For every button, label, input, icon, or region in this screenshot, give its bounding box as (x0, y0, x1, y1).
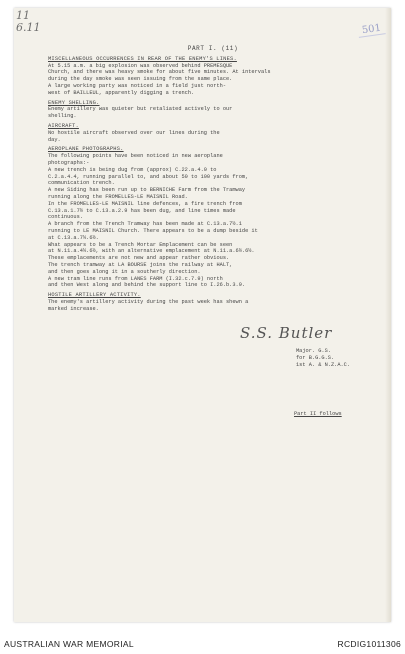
report-section (48, 292, 378, 312)
report-section (48, 100, 378, 120)
section-line: and then West along and behind the support line to I.26.b.3.9. (48, 282, 246, 289)
section-line: Church, and there was heavy smoke for about five minutes. At intervals (48, 69, 271, 76)
section-line: during the day smoke was seen issuing from the same place. (48, 76, 233, 83)
section-line: A new trench is being dug from (approx) C.22.a.4.0 to (48, 166, 217, 173)
section-line: A branch from the Trench Tramway has been made at C.13.a.7½.1 (48, 221, 242, 228)
section-line: At 5.15 a.m. a big explosion was observed behind PREMESQUE (48, 62, 233, 69)
report-section (48, 146, 378, 289)
section-line: Enemy artillery was quieter but retaliated actively to our (48, 106, 233, 113)
section-line: The enemy's artillery activity during the past week has shewn a (48, 298, 249, 305)
section-line: These emplacements are not new and appear rather obvious. (48, 255, 230, 262)
section-line: shelling. (48, 113, 77, 120)
section-line: at C.13.a.7½.6½. (48, 234, 99, 241)
section-line: running along the FROMELLES-LE MAISNIL Road. (48, 193, 188, 200)
report-section (48, 56, 378, 97)
signatory-on-behalf: for B.G.G.S. (296, 355, 335, 362)
section-line: day. (48, 136, 61, 143)
report-heading: PART I. (11) (187, 45, 239, 52)
archive-footer (0, 628, 405, 648)
section-line: What appears to be a Trench Mortar Emplacement can be seen (48, 241, 233, 248)
section-line: running to LE MAISNIL Church. There appears to be a dump beside it (48, 227, 258, 234)
section-line: communication trench. (48, 180, 115, 187)
footer-institution: AUSTRALIAN WAR MEMORIAL (4, 639, 134, 649)
section-title: AIRCRAFT. (48, 122, 79, 129)
section-title: ENEMY SHELLING. (48, 99, 100, 106)
section-line: A new tram line runs from LANES FARM (I.32.c.7.9) north (48, 275, 223, 282)
signatory-details (296, 348, 350, 369)
signatory-unit: 1st A. & N.Z.A.C. (296, 362, 351, 369)
section-line: west of BAILLEUL, apparently digging a trench. (48, 89, 195, 96)
section-line: A large working party was noticed in a field just north- (48, 82, 227, 89)
section-line: The following points have been noticed in new aeroplane (48, 153, 223, 160)
document-page (14, 8, 391, 622)
part-follows-note: Part II follows (294, 411, 342, 418)
section-line: In the FROMELLES-LE MAISNIL line defences, a fire trench from (48, 200, 242, 207)
section-title: MISCELLANEOUS OCCURRENCES IN REAR OF THE ENEMY'S LINES. (48, 55, 237, 62)
section-line: continuous. (48, 214, 83, 221)
section-line: photographs:- (48, 159, 90, 166)
handwritten-page-note: 11 6.11 (16, 9, 41, 34)
report-sections (48, 56, 378, 313)
signatory-rank: Major. G.S. (296, 348, 331, 355)
section-line: C.13.a.1.7½ to C.13.a.2.9 has been dug, and line times made (48, 207, 236, 214)
section-line: A new Siding has been run up to BERNICHE Farm from the Tramway (48, 187, 246, 194)
section-line: C.2.a.4.4, running parallel to, and about 50 to 100 yards from, (48, 173, 249, 180)
section-line: at N.11.a.4½.6½, with an alternative emplacement at N.11.a.6½.6½. (48, 248, 255, 255)
handwritten-signature: S.S. Butler (240, 324, 333, 343)
section-title: AEROPLANE PHOTOGRAPHS. (48, 146, 124, 153)
archive-stamp: 501 (357, 22, 386, 38)
section-line: No hostile aircraft observed over our lines during the (48, 129, 220, 136)
typed-report (48, 45, 378, 418)
report-section (48, 123, 378, 143)
signature-block (48, 324, 378, 418)
section-line: marked increase. (48, 305, 99, 312)
section-title: HOSTILE ARTILLERY ACTIVITY. (48, 292, 141, 299)
section-line: and then goes along it in a southerly direction. (48, 268, 201, 275)
section-line: The trench tramway at LA BOURSE joins the railway at HALT, (48, 261, 233, 268)
footer-record-id: RCDIG1011306 (337, 639, 401, 649)
page-edge-shadow (385, 8, 391, 622)
